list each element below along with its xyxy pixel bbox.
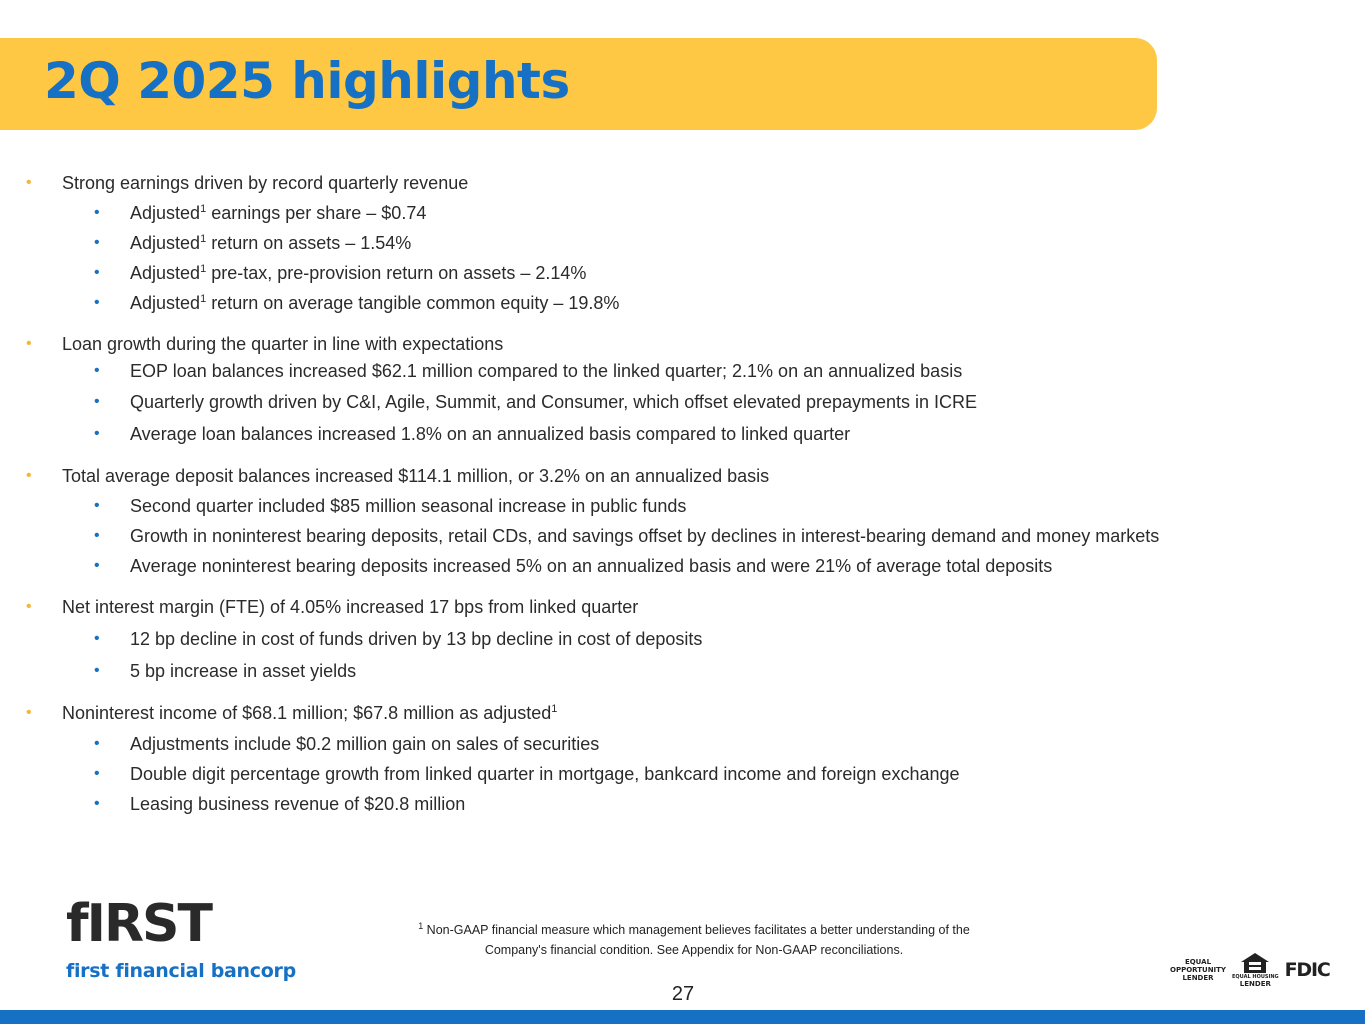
sub-bullet-text: Average noninterest bearing deposits increased 5% on an annualized basis and were 21% of average total deposits: [130, 556, 1053, 576]
sub-bullet-item: [94, 232, 412, 254]
bullet-item: [26, 702, 558, 724]
sub-bullet-item: [94, 360, 963, 382]
company-logo: [66, 894, 296, 982]
bullet-dot: •: [26, 598, 32, 615]
footnote-marker: 1: [200, 263, 207, 275]
sub-bullet-dot: •: [94, 362, 100, 379]
logo-company-name: first financial bancorp: [66, 960, 296, 982]
sub-bullet-text: Leasing business revenue of $20.8 million: [130, 794, 466, 814]
sub-bullet-dot: •: [94, 765, 100, 782]
sub-bullet-text: Adjusted$^1$ earnings per share – $0.74: [130, 203, 427, 223]
bullet-item: [26, 596, 639, 618]
sub-bullet-item: [94, 495, 687, 517]
sub-bullet-text: Quarterly growth driven by C&I, Agile, Summit, and Consumer, which offset elevated prepayments in ICRE: [130, 392, 978, 412]
sub-bullet-text: Growth in noninterest bearing deposits, retail CDs, and savings offset by declines in interest-bearing demand and money markets: [130, 526, 1160, 546]
sub-bullet-text: Adjusted$^1$ return on assets – 1.54%: [130, 233, 412, 253]
sub-bullet-item: [94, 292, 620, 314]
sub-bullet-text: 5 bp increase in asset yields: [130, 661, 357, 681]
footnote: [360, 920, 1028, 960]
fdic-logo: FDIC: [1284, 959, 1330, 981]
sub-bullet-text: Average loan balances increased 1.8% on an annualized basis compared to linked quarter: [130, 424, 851, 444]
bullet-text: Strong earnings driven by record quarterly revenue: [62, 173, 469, 193]
bullet-dot: •: [26, 335, 32, 352]
sub-bullet-item: [94, 733, 600, 755]
sub-bullet-item: [94, 763, 960, 785]
bullet-text: Loan growth during the quarter in line with expectations: [62, 334, 504, 354]
sub-bullet-item: [94, 555, 1053, 577]
title-band: [0, 38, 1157, 130]
footnote-marker: 1: [200, 203, 207, 215]
bullet-item: [26, 465, 770, 487]
sub-bullet-dot: •: [94, 425, 100, 442]
sub-bullet-text: Adjusted$^1$ return on average tangible common equity – 19.8%: [130, 293, 620, 313]
page-title: 2Q 2025 highlights: [44, 52, 570, 110]
regulatory-badges: [1170, 952, 1330, 988]
sub-bullet-dot: •: [94, 795, 100, 812]
sub-bullet-dot: •: [94, 630, 100, 647]
bullet-dot: •: [26, 704, 32, 721]
sub-bullet-text: 12 bp decline in cost of funds driven by 13 bp decline in cost of deposits: [130, 629, 703, 649]
sub-bullet-dot: •: [94, 735, 100, 752]
bullet-text: Noninterest income of $68.1 million; $67.8 million as adjusted$^1$: [62, 703, 558, 723]
footnote-marker: 1: [200, 293, 207, 305]
logo-wordmark: fIRST: [66, 894, 211, 954]
sub-bullet-item: [94, 262, 587, 284]
sub-bullet-item: [94, 391, 978, 413]
footnote-marker: 1: [551, 703, 558, 715]
sub-bullet-item: [94, 525, 1160, 547]
bullet-item: [26, 333, 504, 355]
footnote-marker: 1: [418, 921, 424, 931]
page-number: 27: [671, 983, 695, 1005]
sub-bullet-dot: •: [94, 557, 100, 574]
sub-bullet-dot: •: [94, 294, 100, 311]
sub-bullet-dot: •: [94, 393, 100, 410]
sub-bullet-item: [94, 793, 466, 815]
sub-bullet-dot: •: [94, 527, 100, 544]
sub-bullet-text: Double digit percentage growth from linked quarter in mortgage, bankcard income and foreign exchange: [130, 764, 960, 784]
equal-housing-lender-badge: EQUAL HOUSING LENDER: [1232, 952, 1279, 988]
sub-bullet-dot: •: [94, 204, 100, 221]
sub-bullet-text: EOP loan balances increased $62.1 million compared to the linked quarter; 2.1% on an annualized basis: [130, 361, 963, 381]
sub-bullet-item: [94, 628, 703, 650]
sub-bullet-text: Adjusted$^1$ pre-tax, pre-provision return on assets – 2.14%: [130, 263, 587, 283]
sub-bullet-text: Adjustments include $0.2 million gain on sales of securities: [130, 734, 600, 754]
bullet-dot: •: [26, 467, 32, 484]
sub-bullet-dot: •: [94, 662, 100, 679]
bullet-dot: •: [26, 174, 32, 191]
sub-bullet-item: [94, 660, 357, 682]
sub-bullet-item: [94, 423, 851, 445]
bullet-item: [26, 172, 469, 194]
bottom-bar: [0, 1010, 1365, 1024]
sub-bullet-text: Second quarter included $85 million seasonal increase in public funds: [130, 496, 687, 516]
sub-bullet-dot: •: [94, 264, 100, 281]
sub-bullet-item: [94, 202, 427, 224]
house-icon: [1240, 952, 1270, 974]
equal-opportunity-lender-badge: EQUAL OPPORTUNITY LENDER: [1170, 958, 1227, 982]
bullet-text: Total average deposit balances increased $114.1 million, or 3.2% on an annualized basis: [62, 466, 770, 486]
footnote-line-2: Company's financial condition. See Appendix for Non-GAAP reconciliations.: [484, 943, 904, 957]
sub-bullet-dot: •: [94, 234, 100, 251]
footnote-line-1: $^1$ Non-GAAP financial measure which management believes facilitates a better understanding of the: [418, 921, 970, 937]
sub-bullet-dot: •: [94, 497, 100, 514]
bullet-text: Net interest margin (FTE) of 4.05% increased 17 bps from linked quarter: [62, 597, 639, 617]
footnote-marker: 1: [200, 233, 207, 245]
